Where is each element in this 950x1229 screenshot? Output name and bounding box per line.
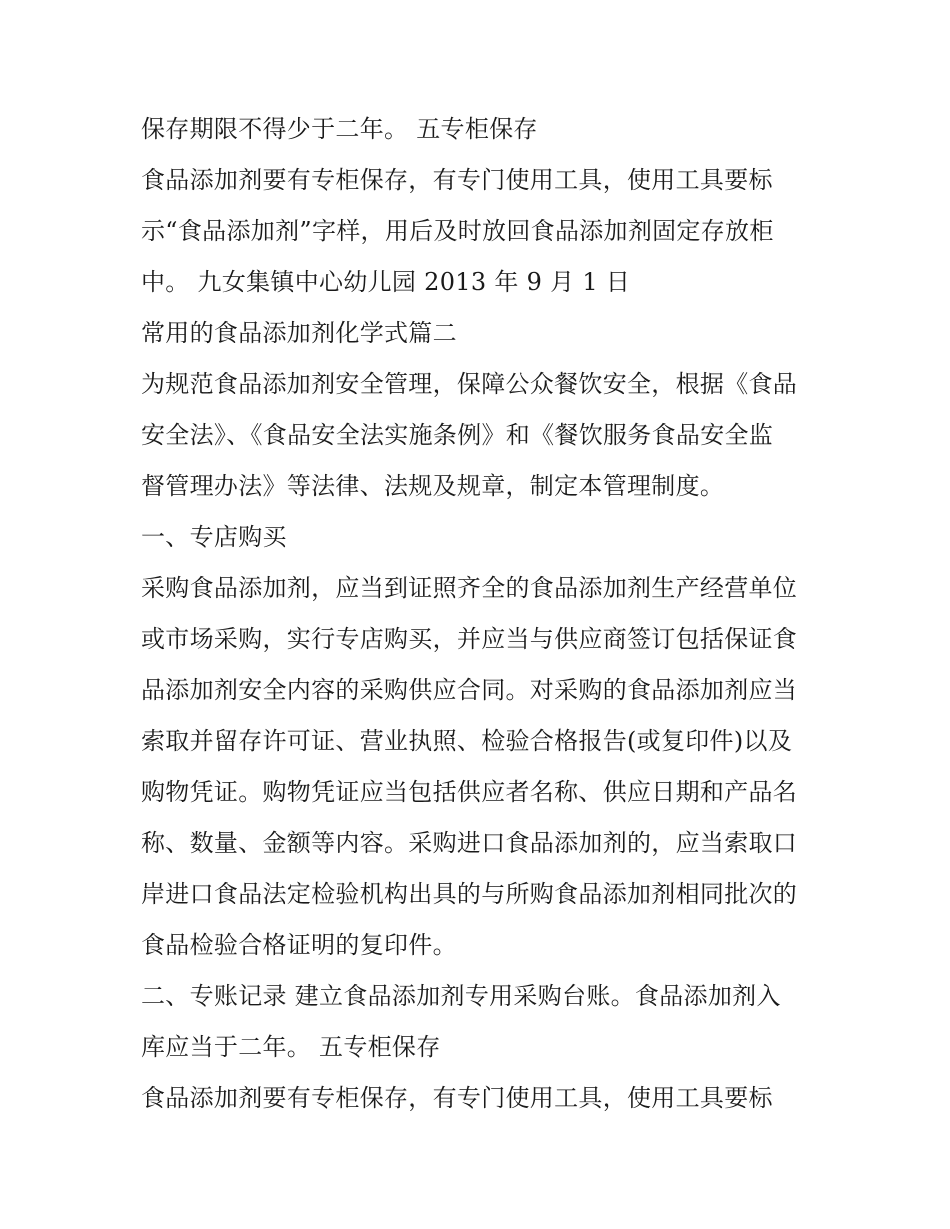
- text-line: 或市场采购，实行专店购买，并应当与供应商签订包括保证食: [141, 625, 798, 653]
- text-line: 索取并留存许可证、营业执照、检验合格报告(或复印件)以及: [141, 727, 793, 755]
- text-line: 库应当于二年。 五专柜保存: [141, 1033, 441, 1061]
- text-line: 采购食品添加剂，应当到证照齐全的食品添加剂生产经营单位: [141, 574, 798, 602]
- section-heading: 常用的食品添加剂化学式篇二: [141, 319, 457, 347]
- text-line: 督管理办法》等法律、法规及规章，制定本管理制度。: [141, 472, 725, 500]
- text-line: 购物凭证。购物凭证应当包括供应者名称、供应日期和产品名: [141, 778, 798, 806]
- text-line: 食品检验合格证明的复印件。: [141, 931, 457, 959]
- text-line: 为规范食品添加剂安全管理，保障公众餐饮安全，根据《食品: [141, 370, 798, 398]
- text-line: 二、专账记录 建立食品添加剂专用采购台账。食品添加剂入: [141, 982, 781, 1010]
- text-line: 品添加剂安全内容的采购供应合同。对采购的食品添加剂应当: [141, 676, 798, 704]
- text-line: 示“食品添加剂”字样，用后及时放回食品添加剂固定存放柜: [141, 217, 774, 245]
- text-line: 食品添加剂要有专柜保存，有专门使用工具，使用工具要标: [141, 1084, 773, 1112]
- text-line: 安全法》、《食品安全法实施条例》和《餐饮服务食品安全监: [141, 421, 774, 449]
- text-line: 食品添加剂要有专柜保存，有专门使用工具，使用工具要标: [141, 166, 773, 194]
- text-line: 保存期限不得少于二年。 五专柜保存: [141, 115, 538, 143]
- text-line: 中。 九女集镇中心幼儿园 2013 年 9 月 1 日: [141, 268, 631, 296]
- text-line: 称、数量、金额等内容。采购进口食品添加剂的，应当索取口: [141, 829, 798, 857]
- subsection-heading: 一、专店购买: [141, 523, 287, 551]
- document-body: [141, 104, 831, 1124]
- text-line: 岸进口食品法定检验机构出具的与所购食品添加剂相同批次的: [141, 880, 798, 908]
